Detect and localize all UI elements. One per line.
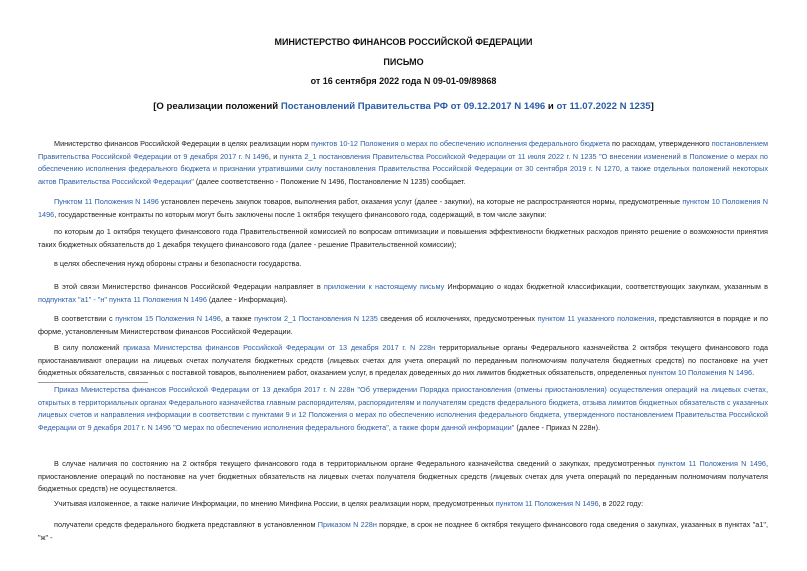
text: территориальные органы Федерального казначейства 2 октября текущего финансового года приостанавливают операции на лицевых счетах получателя бюджетных средств (лицевых счетах для учета операций по переданным полномочиям получателя бюджетных средств) по постановке на учет бюджетных обязательств, связанных с поставкой товаров, выполнением работ, оказанием услуг, в пределах доведенных до них лимитов бюджетных обязательств, определенных [38,343,769,377]
link-point-11-specified[interactable]: пунктом 11 указанного положения [537,314,655,323]
text: Министерство финансов Российской Федерации в целях реализации норм [54,139,312,148]
title-bracket-close: ] [650,101,654,112]
text: установлен перечень закупок товаров, выполнения работ, оказания услуг (далее - закупки), на которые не распространяются нормы, предусмотренные [158,197,683,206]
footnote [38,384,768,434]
text: , государственные контракты по которым могут быть заключены после 1 октября текущего финансового года, содержащий, в том числе закупки: [54,209,547,219]
footnote-separator [38,382,148,383]
text: В случае наличия по состоянию на 2 октября текущего финансового года в территориальном органе Федерального казначейства сведений о закупках, предусмотренных [54,459,659,468]
text: , в 2022 году: [598,499,644,508]
text: В этой связи Министерство финансов Российской Федерации направляет в [54,282,324,291]
ministry-heading: МИНИСТЕРСТВО ФИНАНСОВ РОССИЙСКОЙ ФЕДЕРАЦИИ [274,37,533,47]
document-type: ПИСЬМО [383,57,424,67]
link-order-228n[interactable]: приказа Министерства финансов Российской Федерации от 13 декабря 2017 г. N 228н [123,343,436,352]
link-subpoints[interactable]: подпунктах "а1" - "н" пункта 11 Положения N 1496 [38,294,207,304]
text: порядке, в срок не позднее 6 октября текущего финансового года сведения о закупках, указанных в пунктах "а1", "ж" - [38,520,769,542]
paragraph-commission: по которым до 1 октября текущего финансового года Правительственной комиссией по вопросам оптимизации и повышения эффективности бюджетных расходов принято решение о возможности принятия таких бюджетных обязательств до 1 декабря текущего финансового года (далее - решение Правительственной комиссии); [38,227,768,249]
text: . [752,368,755,377]
paragraph-order-228n [38,342,768,380]
title-link-resolution-1496[interactable]: Постановлений Правительства РФ от 09.12.2017 N 1496 [280,101,546,112]
text: В соответствии с [54,314,116,323]
text: , представляются в порядке и по форме, установленным Министерством финансов Российской Федерации. [38,314,768,336]
link-point-11[interactable]: пунктом 11 Положения N 1496 [658,459,766,468]
text: В силу положений [54,343,124,352]
link-point-10[interactable]: пунктом 10 Положения N 1496 [38,197,768,219]
paragraph-no-suspension [38,458,768,496]
text: , приостановление операций по постановке на учет бюджетных обязательств на лицевых счетах получателя бюджетных средств (лицевых счетах для учета операций по переданным полномочиям получателя бюджетных средств) не осуществляется. [38,459,768,493]
text: сведения об исключениях, предусмотренных [377,314,538,323]
link-points-10-12[interactable]: пунктов 10-12 Положения о мерах по обеспечению исполнения федерального бюджета [311,139,610,148]
text: получатели средств федерального бюджета представляют в установленном [54,520,318,529]
paragraph-point-11 [38,196,768,221]
link-resolution-1235[interactable]: пункта 2_1 постановления Правительства Российской Федерации от 11 июля 2022 г. N 1235 "О внесении изменений в Положение о мерах по обеспечению исполнения федерального бюджета и признании утратившими силу постановления Правительства Российской Федерации от 30 сентября 2019 г. N 1270, а также отдельных положений некоторых актов Правительства Российской Федерации" [38,151,768,186]
link-appendix[interactable]: приложении к настоящему письму [323,282,445,291]
link-point-11[interactable]: пунктом 11 Положения N 1496 [495,499,599,508]
document-date-number: от 16 сентября 2022 года N 09-01-09/89868 [310,76,497,86]
text: (далее - Информация). [206,294,288,304]
link-order-228n-short[interactable]: Приказом N 228н [317,520,377,529]
paragraph-considering [38,498,768,511]
paragraph-exceptions [38,313,768,338]
text: Информацию о кодах бюджетной классификации, соответствующих закупкам, указанным в [444,282,768,291]
title-bracket-open: [О реализации положений [153,101,281,112]
link-point-11[interactable]: Пунктом 11 Положения N 1496 [54,197,159,206]
title-and: и [545,101,557,112]
link-point-15[interactable]: пунктом 15 Положения N 1496 [115,314,221,323]
text: (далее соответственно - Положение N 1496, Постановление N 1235) сообщает. [193,176,466,186]
text: по расходам, утвержденного [609,139,712,148]
link-point-2-1[interactable]: пунктом 2_1 Постановления N 1235 [254,314,378,323]
paragraph-intro [38,138,768,188]
title-link-resolution-1235[interactable]: от 11.07.2022 N 1235 [556,101,651,112]
link-resolution-1496[interactable]: постановлением Правительства Российской Федерации от 9 декабря 2017 г. N 1496 [38,139,768,161]
link-point-10[interactable]: пунктом 10 Положения N 1496 [648,368,753,377]
paragraph-recipients [38,519,768,544]
text: Учитывая изложенное, а также наличие Информации, по мнению Минфина России, в целях реализации норм, предусмотренных [54,499,496,508]
link-footnote-order-228n[interactable]: Приказ Министерства финансов Российской Федерации от 13 декабря 2017 г. N 228н "Об утверждении Порядка приостановления (отмены приостановления) осуществления операций на лицевых счетах, открытых в территориальных органах Федерального казначейства главным распорядителям, распорядителям и получателям средств федерального бюджета, отзыва лимитов бюджетных обязательств с указанных лицевых счетов и направления информации в соответствии с пунктами 9 и 12 Положения о мерах по обеспечению исполнения федерального бюджета, утвержденного постановлением Правительства Российской Федерации от 9 декабря 2017 г. N 1496 "О мерах по обеспечению исполнения федерального бюджета", а также форм данной информации" [38,385,768,432]
paragraph-information [38,281,768,306]
text: , и [268,151,280,161]
document-title [0,101,807,112]
text: , а также [220,314,255,323]
paragraph-defense: в целях обеспечения нужд обороны страны и безопасности государства. [54,259,302,268]
text: (далее - Приказ N 228н). [514,422,601,432]
